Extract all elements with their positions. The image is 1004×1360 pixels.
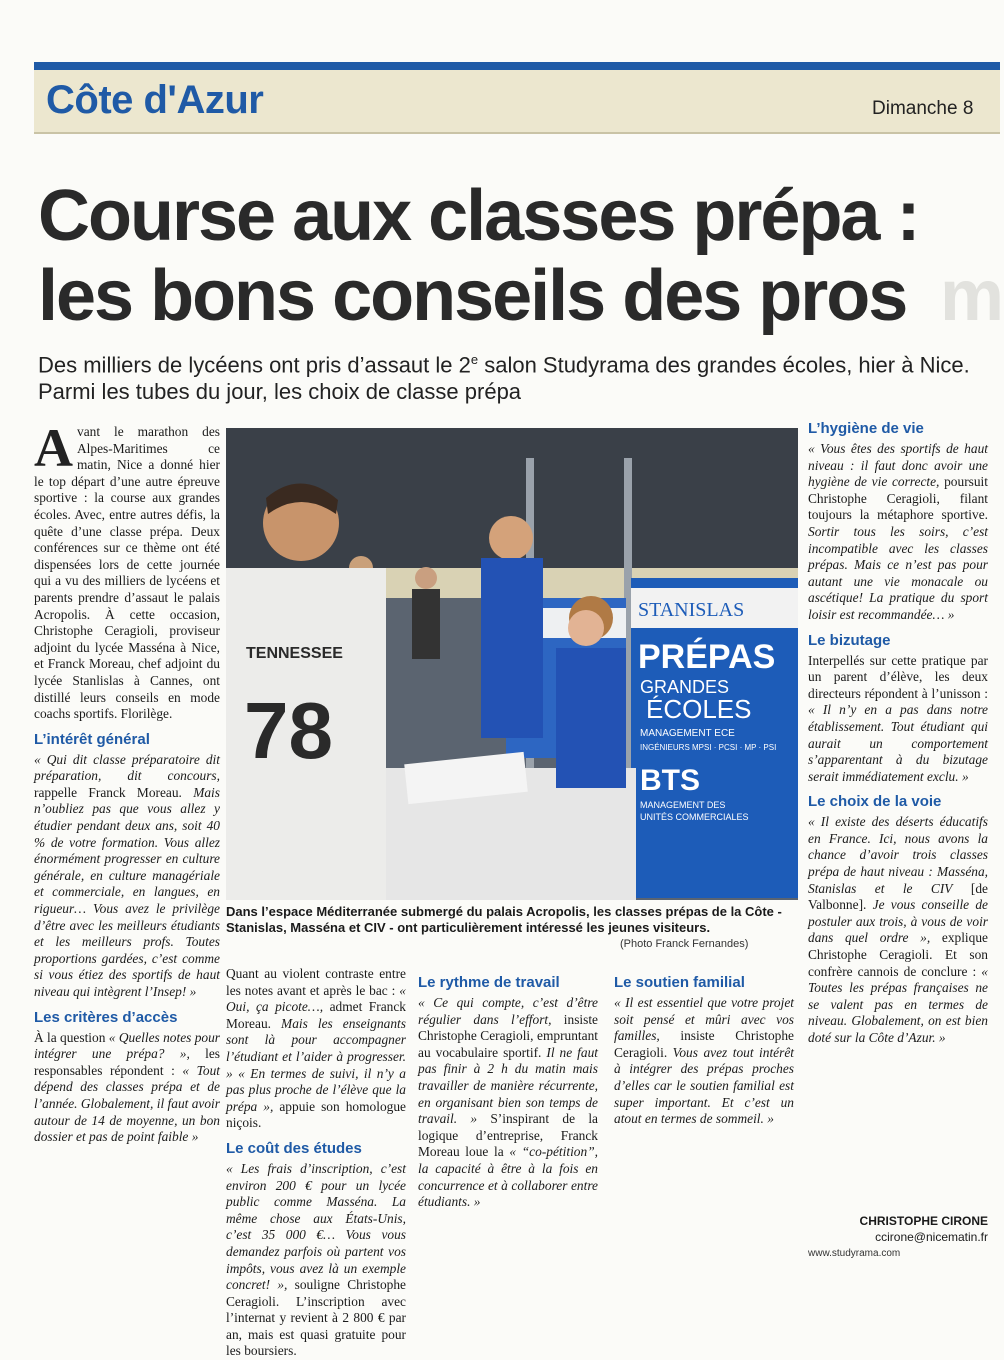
visitor-head [415, 567, 437, 589]
subhead-soutien-familial: Le soutien familial [614, 974, 745, 991]
paragraph-bizutage [808, 653, 988, 786]
quote: « Les frais d’inscription, c’est environ 200 € pour un lycée public comme Masséna. La même chose aux États-Unis, c’est 35 000 €… Vous vous demandez parfois où partent vos impôts, vous avez là un exemple concret! », [226, 1160, 406, 1293]
hostess-shirt [556, 648, 626, 788]
section-top-rule [34, 62, 1000, 70]
quote: « Il existe des déserts éducatifs en France. Ici, nous avons la chance d’avoir trois classes prépa de haut niveau : Masséna, Stanislas et le CIV [808, 814, 988, 896]
quote: « Vous êtes des sportifs de haut niveau : il faut donc avoir une hygiène de vie correcte, [808, 441, 988, 490]
shirt-number: 78 [244, 686, 333, 775]
narration: admet Franck Moreau. [226, 999, 406, 1031]
subtitle-superscript: e [470, 352, 479, 367]
quote: « Oui, ça picote…, [226, 982, 406, 1015]
intro-text: vant le marathon des Alpes-Maritimes ce matin, Nice a donné hier le top départ d’une autre épreuve sportive : la course aux grandes écoles. Avec, entre autres défis, la quête d’une classe prépa. Deux conférences sur ce thème ont été dispensées lors de cette journée qui a vu des milliers de lycéens et parents prendre d’assaut le palais Acropolis. À cette occasion, Christophe Ceragioli, proviseur adjoint du lycée Masséna à Nice, et Franck Moreau, chef adjoint du lycée Stanlislas à Cannes, ont distillé leurs conseils en mode coachs sportifs. Florilège. [34, 424, 220, 722]
article-column-1 [34, 418, 220, 1146]
student-head [489, 516, 533, 560]
quote: Mais n’oubliez pas que vous allez y étudier pendant deux ans, soit 40 % de votre formation. Vous allez énormément progresser en culture générale, en culture managériale et commerciale, en langues, en rigueur… Vous avez le privilège d’être avec les meilleurs étudiants et les meilleurs profs. Toutes proportions gardées, c’est comme si vous étiez des sportifs de haut niveau qui intègrent l’Insep! » [34, 784, 220, 999]
author-email: ccirone@nicematin.fr [875, 1230, 988, 1244]
narration: insiste Christophe Ceragioli, empruntant au vocabulaire sportif. [418, 1011, 599, 1060]
article-photo [226, 428, 798, 900]
narration: Interpellés sur cette pratique par un parent d’élève, les deux directeurs répondent à l’unisson : [808, 652, 988, 701]
paragraph-rythme-travail [418, 995, 598, 1211]
paragraph-cout-etudes [226, 1161, 406, 1360]
article-column-5 [808, 412, 988, 1047]
quote: Sortir tous les soirs, c’est incompatible avec les classes prépas. Mais ce n’est pas pour autant une vie monacale ou ascétique! La pratique du sport loisir est recommandée… » [808, 523, 988, 622]
student-shirt [481, 558, 543, 738]
quote: « Ce qui compte, c’est d’être régulier dans l’effort, [418, 995, 598, 1027]
shirt-text: TENNESSEE [246, 645, 343, 662]
headline-line-1: Course aux classes prépa : [38, 176, 919, 256]
drop-cap: A [34, 418, 73, 478]
intro-paragraph [34, 418, 220, 723]
section-title: Côte d'Azur [46, 78, 264, 122]
banner-brand: STANISLAS [638, 599, 745, 621]
banner-bts: BTS [640, 764, 700, 797]
narration: souligne Christophe Ceragioli. L’inscription avec l’internat y revient à 2 800 € par an, mais est quasi gratuite pour les boursiers. [226, 1277, 406, 1359]
hostess-face [568, 610, 604, 646]
subhead-criteres-acces: Les critères d’accès [34, 1008, 178, 1026]
banner-bts-line-1: MANAGEMENT DES [640, 800, 726, 810]
quote: « Il est essentiel que votre projet soit pensé et mûri avec vos familles, [614, 995, 794, 1044]
narration: rappelle Franck Moreau. [34, 784, 182, 800]
subhead-cout-etudes: Le coût des études [226, 1139, 362, 1157]
subtitle-part-1: Des milliers de lycéens ont pris d’assaut le 2 [38, 352, 471, 378]
banner-title: PRÉPAS [638, 638, 776, 676]
banner-sub-2: ÉCOLES [646, 694, 752, 724]
narration: Quant au violent contraste entre les notes avant et après le bac : [226, 966, 406, 998]
subhead-hygiene-vie: L’hygiène de vie [808, 420, 924, 437]
paragraph-choix-voie [808, 814, 988, 1046]
quote: « Tout dépend des classes prépa et de l’année. Globalement, il faut avoir autour de 14 de moyenne, un bon dossier et pas de point faible » [34, 1062, 220, 1145]
narration: insiste Christophe Ceragioli. [614, 1028, 794, 1060]
photo-illustration [226, 428, 798, 900]
banner-line-2: INGÉNIEURS MPSI · PCSI · MP · PSI [640, 743, 777, 752]
banner-sub-1: GRANDES [640, 677, 730, 697]
source-url: www.studyrama.com [808, 1248, 901, 1259]
subhead-choix-voie: Le choix de la voie [808, 793, 942, 811]
narration: les responsables répondent : [34, 1046, 220, 1078]
paragraph-criteres-suite [226, 966, 406, 1132]
subhead-rythme-travail: Le rythme de travail [418, 974, 560, 991]
quote: Je vous conseille de postuler aux trois, à vous de voir dans quel ordre », [808, 897, 988, 946]
bleed-through-letter: m [940, 256, 1004, 336]
subtitle-part-2: salon Studyrama des grandes écoles, hier à Nice. Parmi les tubes du jour, les choix de classe prépa [38, 352, 970, 405]
quote: Il ne faut pas finir à 2 h du matin mais travailler de manière récurrente, en organisant bien son temps de travail. » [418, 1044, 598, 1127]
quote: Vous avez tout intérêt à intégrer des prépas proches d’elles car le soutien familial est super important. Et c’est un atout en termes de sommeil. » [614, 1044, 794, 1127]
article-column-4 [614, 966, 794, 1128]
quote: Mais les enseignants sont là pour accompagner l’étudiant et l’aider à progresser. » « En termes de suivi, il n’y a pas plus proche de l’élève que la prépa », [226, 1015, 406, 1114]
narration: S’inspirant de la logique d’entreprise, Franck Moreau loue la [418, 1111, 598, 1160]
quote: « Qui dit classe préparatoire dit préparation, dit concours, [34, 751, 220, 784]
issue-date: Dimanche 8 [872, 98, 974, 119]
quote: « Toutes les prépas françaises ne se valent pas en termes de niveau. Globalement, on est bien doté sur la Côte d’Azur. » [808, 963, 988, 1045]
narration: appuie son homologue niçois. [226, 1098, 406, 1131]
narration: poursuit Christophe Ceragioli, filant toujours la métaphore sportive. [808, 474, 989, 523]
narration: À la question [34, 1029, 106, 1045]
author-byline: CHRISTOPHE CIRONE [859, 1214, 988, 1228]
subtitle [38, 346, 988, 405]
paragraph-soutien-familial [614, 995, 794, 1128]
narration: [de Valbonne]. [808, 880, 988, 913]
banner-line-1: MANAGEMENT ECE [640, 728, 735, 739]
quote: « Il n’y en a pas dans notre établissement. Tout étudiant qui aurait un comportement s’apparentant à du bizutage serait immédiatement exclu. » [808, 702, 988, 784]
article-column-3 [418, 966, 598, 1211]
narration: explique Christophe Ceragioli. Et son confrère cannois de conclure : [808, 930, 988, 979]
photo-credit: (Photo Franck Fernandes) [620, 938, 749, 950]
paragraph-criteres-acces [34, 1030, 220, 1146]
photo-caption: Dans l’espace Méditerranée submergé du palais Acropolis, les classes prépas de la Côte - Stanislas, Masséna et CIV - ont particulièrement intéressé les jeunes visiteurs. [226, 904, 782, 935]
subhead-bizutage: Le bizutage [808, 631, 891, 649]
paragraph-interet-general [34, 752, 220, 1001]
quote: « Quelles notes pour intégrer une prépa? », [34, 1029, 220, 1062]
banner-bts-line-2: UNITÉS COMMERCIALES [640, 812, 749, 822]
quote: « “co-pétition”, la capacité à être à la fois en concurrence et à collaborer entre étudiants. » [418, 1144, 598, 1210]
subhead-interet-general: L’intérêt général [34, 730, 150, 748]
visitor-body [412, 589, 440, 659]
article-column-2 [226, 966, 406, 1360]
headline-line-2: les bons conseils des pros [38, 256, 907, 336]
paragraph-hygiene-vie [808, 441, 988, 624]
